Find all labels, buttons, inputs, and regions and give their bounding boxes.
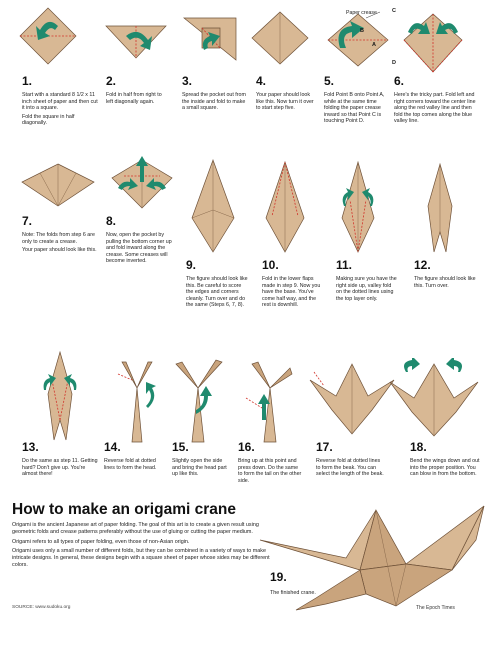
page-title: How to make an origami crane bbox=[12, 501, 236, 518]
intro-paragraph-1: Origami is the ancient Japanese art of paper folding. The goal of this art is to create a given result using geometric folds and crease patterns preferably without the use of gluing or cutting the paper medium. bbox=[12, 522, 259, 535]
step-3-diagram bbox=[180, 14, 240, 64]
step-14-diagram bbox=[112, 358, 162, 444]
step-17-number: 17. bbox=[316, 440, 333, 454]
step-2-text: Fold in half from right to left diagonally again. bbox=[106, 92, 162, 105]
step-4-text: Your paper should look like this. Now turn it over to start step five. bbox=[256, 92, 314, 112]
step-5-text: Fold Point B onto Point A, while at the same time folding the paper crease inward so that Point C is touching Point D. bbox=[324, 92, 385, 125]
step-5-number: 5. bbox=[324, 74, 335, 88]
step-9-number: 9. bbox=[186, 258, 197, 272]
source-credit: SOURCE: www.sudoku.org bbox=[12, 605, 71, 610]
step-18-text: Bend the wings down and out into the proper position. You can blow in from the bottom. bbox=[410, 458, 480, 478]
step-16-text: Bring up at this point and press down. Do the same to form the tail on the other side. bbox=[238, 458, 302, 484]
step-4-number: 4. bbox=[256, 74, 267, 88]
step-10-text: Fold in the lower flaps made in step 9. Now you have the base. You've come half way, and the rest is downhill. bbox=[262, 276, 321, 309]
intro-paragraph-2: Origami refers to all types of paper folding, even those of non-Asian origin. bbox=[12, 538, 190, 545]
paper-crease-label: Paper crease bbox=[346, 10, 377, 16]
point-a-label: A bbox=[372, 42, 376, 48]
step-12-text: The figure should look like this. Turn over. bbox=[414, 276, 476, 289]
step-11-text: Making sure you have the right side up, valley fold on the dotted lines using the top layer only. bbox=[336, 276, 397, 302]
publisher-credit: The Epoch Times bbox=[416, 605, 455, 611]
step-15-text: Slightly open the side and bring the head part up like this. bbox=[172, 458, 227, 478]
step-7-text: Note: The folds from step 6 are only to create a crease. Your paper should look like this. bbox=[22, 232, 97, 254]
step-14-number: 14. bbox=[104, 440, 121, 454]
step-19-text: The finished crane. bbox=[270, 590, 316, 596]
step-8-text: Now, open the pocket by pulling the bottom corner up and fold inward along the crease. Some creases will become inverted. bbox=[106, 232, 172, 265]
step-7-number: 7. bbox=[22, 214, 33, 228]
step-12-number: 12. bbox=[414, 258, 431, 272]
point-b-label: B bbox=[360, 28, 364, 34]
step-2-diagram bbox=[104, 22, 168, 60]
step-10-number: 10. bbox=[262, 258, 279, 272]
step-14-text: Reverse fold at dotted lines to form the head. bbox=[104, 458, 157, 471]
step-1-number: 1. bbox=[22, 74, 33, 88]
step-17-text: Reverse fold at dotted lines to form the beak. You can select the length of the beak. bbox=[316, 458, 384, 478]
step-4-diagram bbox=[248, 8, 312, 68]
step-16-number: 16. bbox=[238, 440, 255, 454]
step-1-text: Start with a standard 8 1/2 x 11 inch sheet of paper and then cut it into a square. Fold the square in half diagonally. bbox=[22, 92, 98, 127]
step-2-number: 2. bbox=[106, 74, 117, 88]
step-9-text: The figure should look like this. Be careful to score the edges and corners cleanly. Turn over and do the same (Steps 6, 7, 8). bbox=[186, 276, 248, 309]
step-12-diagram bbox=[420, 162, 460, 254]
step-9-diagram bbox=[188, 158, 238, 254]
step-15-number: 15. bbox=[172, 440, 189, 454]
step-11-diagram bbox=[338, 160, 378, 254]
step-3-number: 3. bbox=[182, 74, 193, 88]
intro-paragraph-3: Origami uses only a small number of different folds, but they can be combined in a variety of ways to make intricate designs. In general, these designs begin with a square sheet of paper whose sides may be different colors. bbox=[12, 548, 270, 568]
finished-crane-illustration bbox=[256, 500, 488, 618]
point-c-label: C bbox=[392, 8, 396, 14]
step-16-diagram bbox=[240, 358, 300, 444]
step-11-number: 11. bbox=[336, 258, 353, 272]
step-13-text: Do the same as step 11. Getting hard? Don't give up. You're almost there! bbox=[22, 458, 98, 478]
step-7-diagram bbox=[18, 160, 98, 210]
step-19-number: 19. bbox=[270, 570, 287, 584]
step-18-diagram bbox=[384, 358, 484, 442]
step-3-text: Spread the pocket out from the inside and fold to make a small square. bbox=[182, 92, 246, 112]
step-6-text: Here's the tricky part. Fold left and right corners toward the center line along the red valley line and then fold the top comes along the blue valley line. bbox=[394, 92, 476, 125]
step-10-diagram bbox=[262, 160, 308, 254]
step-18-number: 18. bbox=[410, 440, 427, 454]
point-d-label: D bbox=[392, 60, 396, 66]
step-8-diagram bbox=[110, 150, 174, 212]
step-1-diagram bbox=[18, 6, 78, 66]
step-13-diagram bbox=[40, 350, 80, 442]
step-13-number: 13. bbox=[22, 440, 39, 454]
intro-text bbox=[12, 522, 274, 572]
step-6-diagram bbox=[398, 10, 468, 76]
step-6-number: 6. bbox=[394, 74, 405, 88]
step-8-number: 8. bbox=[106, 214, 117, 228]
step-15-diagram bbox=[168, 358, 228, 444]
